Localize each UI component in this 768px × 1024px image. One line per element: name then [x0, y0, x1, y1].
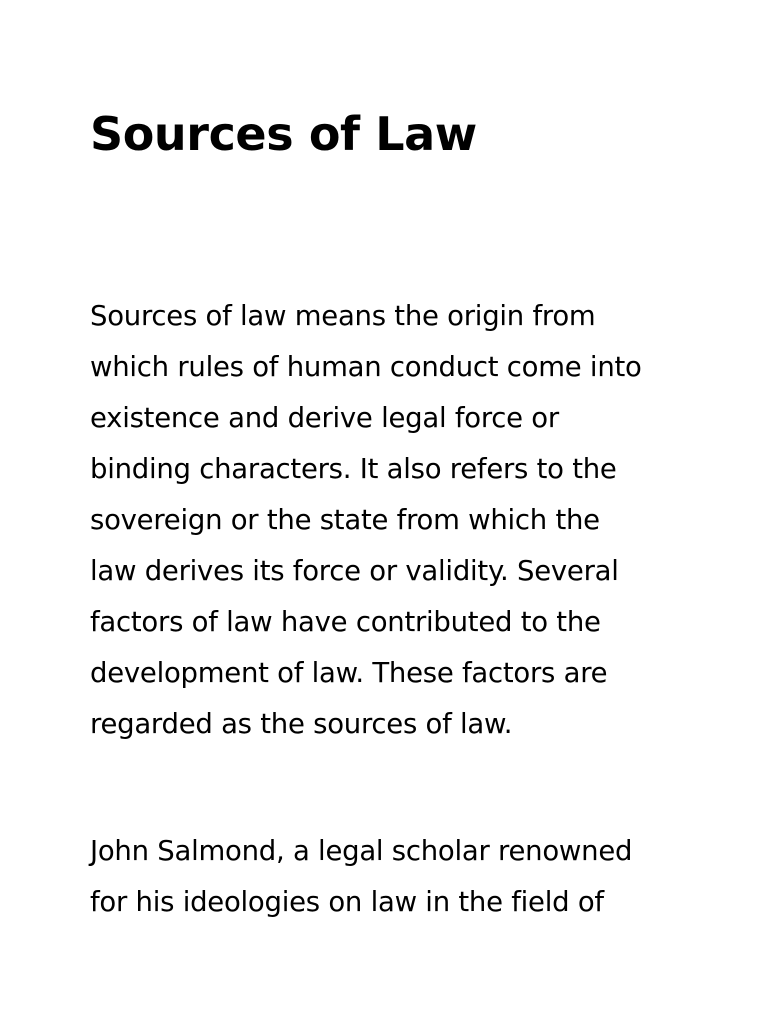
paragraph-line: which rules of human conduct come into — [90, 351, 642, 383]
paragraph-line: law derives its force or validity. Several — [90, 555, 619, 587]
paragraph-line: for his ideologies on law in the field of — [90, 886, 604, 918]
paragraph-line: existence and derive legal force or — [90, 402, 559, 434]
paragraph-line: binding characters. It also refers to the — [90, 453, 617, 485]
paragraph-sources-definition — [90, 291, 642, 750]
paragraph-line: factors of law have contributed to the — [90, 606, 601, 638]
paragraph-line: development of law. These factors are — [90, 657, 608, 689]
paragraph-line: John Salmond, a legal scholar renowned — [90, 835, 633, 867]
page-title: Sources of Law — [90, 107, 477, 161]
paragraph-line: Sources of law means the origin from — [90, 300, 596, 332]
paragraph-line: sovereign or the state from which the — [90, 504, 600, 536]
paragraph-line: regarded as the sources of law. — [90, 708, 513, 740]
paragraph-salmond — [90, 826, 632, 928]
